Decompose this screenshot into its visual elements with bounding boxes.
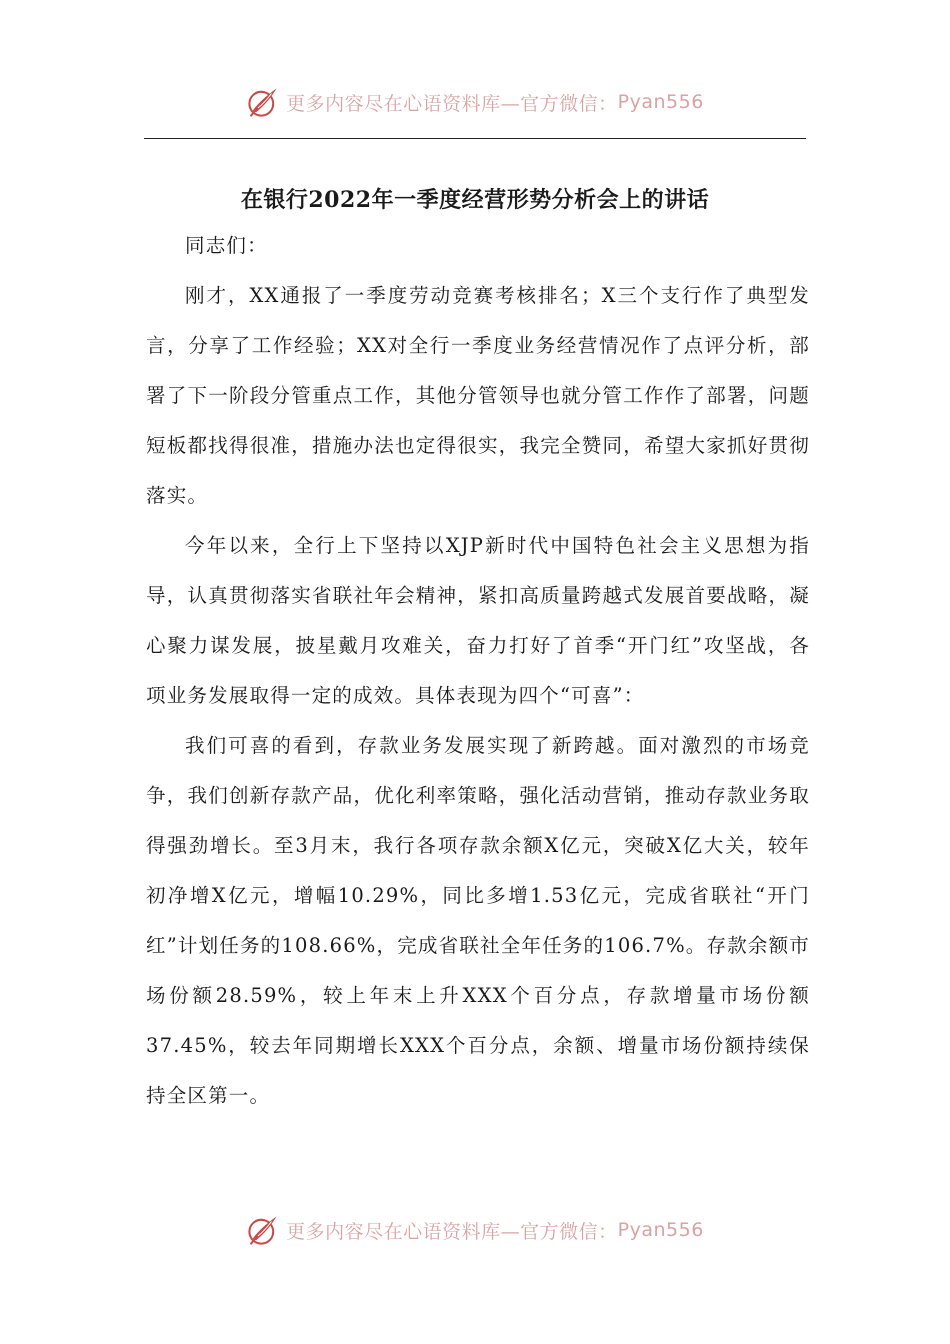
paragraph: 我们可喜的看到，存款业务发展实现了新跨越。面对激烈的市场竞争，我们创新存款产品，优化利率策略，强化活动营销，推动存款业务取得强劲增长。至3月末，我行各项存款余额X亿元，突破X亿大关，较年初净增X亿元，增幅10.29%，同比多增1.53亿元，完成省联社“开门红”计划任务的108.66%，完成省联社全年任务的106.7%。存款余额市场份额28.59%，较上年末上升XXX个百分点，存款增量市场份额37.45%，较去年同期增长XXX个百分点，余额、增量市场份额持续保持全区第一。: [146, 734, 810, 1107]
header-banner: [0, 82, 950, 122]
footer-banner: [0, 1210, 950, 1250]
greeting: 同志们：: [185, 234, 268, 257]
quill-pen-logo-icon: [246, 85, 280, 119]
banner-wechat-handle: Pyan556: [617, 91, 704, 113]
banner-wechat-handle: Pyan556: [617, 1219, 704, 1241]
header-divider: [144, 138, 806, 139]
document-body: [146, 221, 810, 1121]
document-title: 在银行2022年一季度经营形势分析会上的讲话: [240, 186, 710, 213]
paragraph: 刚才，XX通报了一季度劳动竞赛考核排名；X三个支行作了典型发言，分享了工作经验；XX对全行一季度业务经营情况作了点评分析，部署了下一阶段分管重点工作，其他分管领导也就分管工作作了部署，问题短板都找得很准，措施办法也定得很实，我完全赞同，希望大家抓好贯彻落实。: [146, 284, 810, 507]
banner-text: 更多内容尽在心语资料库—官方微信：: [286, 92, 618, 115]
paragraph: 今年以来，全行上下坚持以XJP新时代中国特色社会主义思想为指导，认真贯彻落实省联社年会精神，紧扣高质量跨越式发展首要战略，凝心聚力谋发展，披星戴月攻难关，奋力打好了首季“开门红”攻坚战，各项业务发展取得一定的成效。具体表现为四个“可喜”：: [146, 534, 810, 707]
quill-pen-logo-icon: [246, 1213, 280, 1247]
banner-text: 更多内容尽在心语资料库—官方微信：: [286, 1220, 618, 1243]
